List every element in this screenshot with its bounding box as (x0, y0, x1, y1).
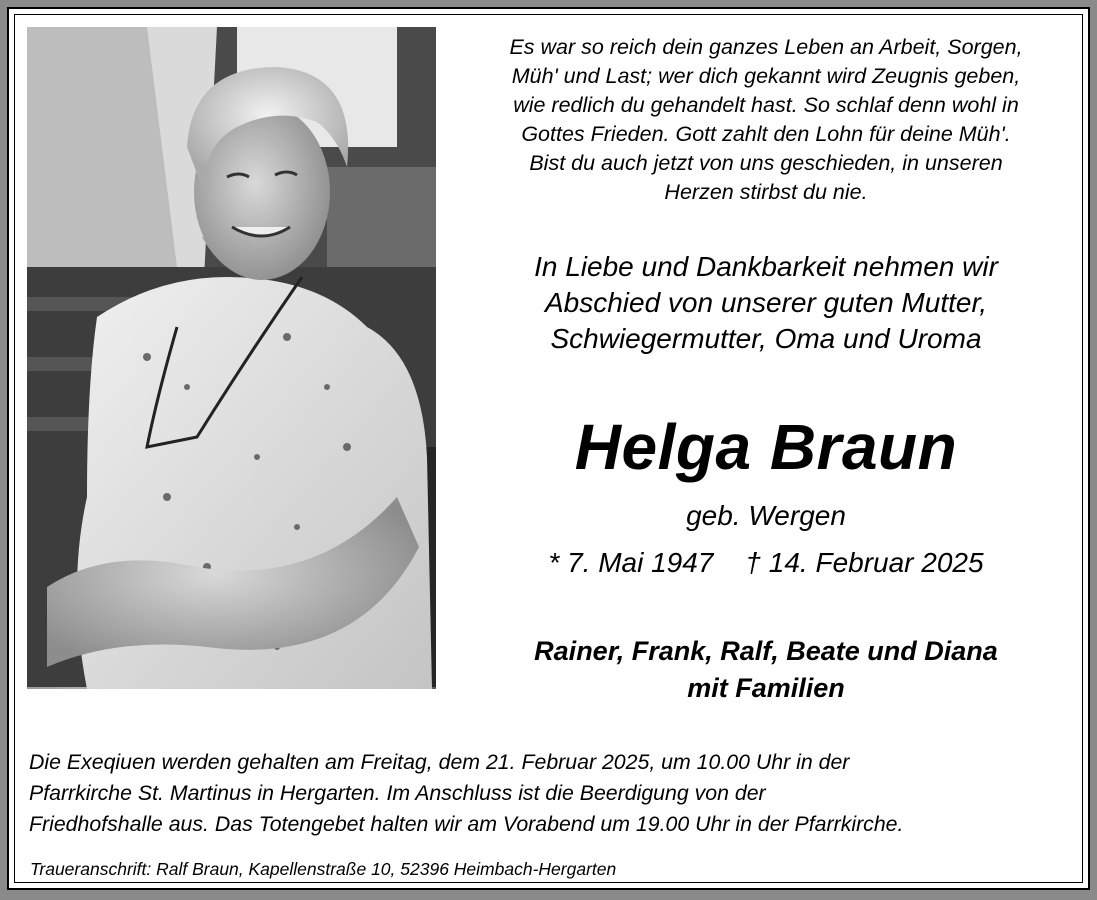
family-line: Rainer, Frank, Ralf, Beate und Diana (534, 636, 998, 666)
obituary-card (7, 7, 1090, 890)
family-line: mit Familien (687, 673, 845, 703)
poem-line: Gottes Frieden. Gott zahlt den Lohn für deine Müh'. (521, 122, 1011, 146)
intro-line: Schwiegermutter, Oma und Uroma (550, 323, 982, 354)
life-dates (446, 545, 1086, 581)
maiden-name: geb. Wergen (686, 500, 846, 531)
poem-line: Es war so reich dein ganzes Leben an Arbeit, Sorgen, (509, 35, 1023, 59)
deceased-name: Helga Braun (574, 411, 958, 483)
mourning-address: Traueranschrift: Ralf Braun, Kapellenstraße 10, 52396 Heimbach-Hergarten (30, 859, 617, 879)
notice-line: Friedhofshalle aus. Das Totengebet halten wir am Vorabend um 19.00 Uhr in der Pfarrkirche. (29, 812, 904, 836)
poem-line: Bist du auch jetzt von uns geschieden, in unseren (529, 151, 1003, 175)
intro-line: In Liebe und Dankbarkeit nehmen wir (534, 251, 998, 282)
funeral-notice (29, 747, 1079, 840)
notice-line: Pfarrkirche St. Martinus in Hergarten. Im Anschluss ist die Beerdigung von der (29, 781, 766, 805)
birth-date: * 7. Mai 1947 (548, 547, 714, 578)
notice-line: Die Exeqiuen werden gehalten am Freitag, dem 21. Februar 2025, um 10.00 Uhr in der (29, 750, 850, 774)
poem-line: Müh' und Last; wer dich gekannt wird Zeugnis geben, (511, 64, 1021, 88)
intro-line: Abschied von unserer guten Mutter, (544, 287, 988, 318)
death-date: † 14. Februar 2025 (745, 547, 984, 578)
portrait-photo (27, 27, 436, 689)
poem-line: Herzen stirbst du nie. (664, 180, 868, 204)
farewell-intro (446, 249, 1086, 357)
poem (446, 33, 1086, 207)
mourning-family (446, 633, 1086, 707)
poem-line: wie redlich du gehandelt hast. So schlaf denn wohl in (513, 93, 1019, 117)
portrait-illustration (27, 27, 436, 689)
